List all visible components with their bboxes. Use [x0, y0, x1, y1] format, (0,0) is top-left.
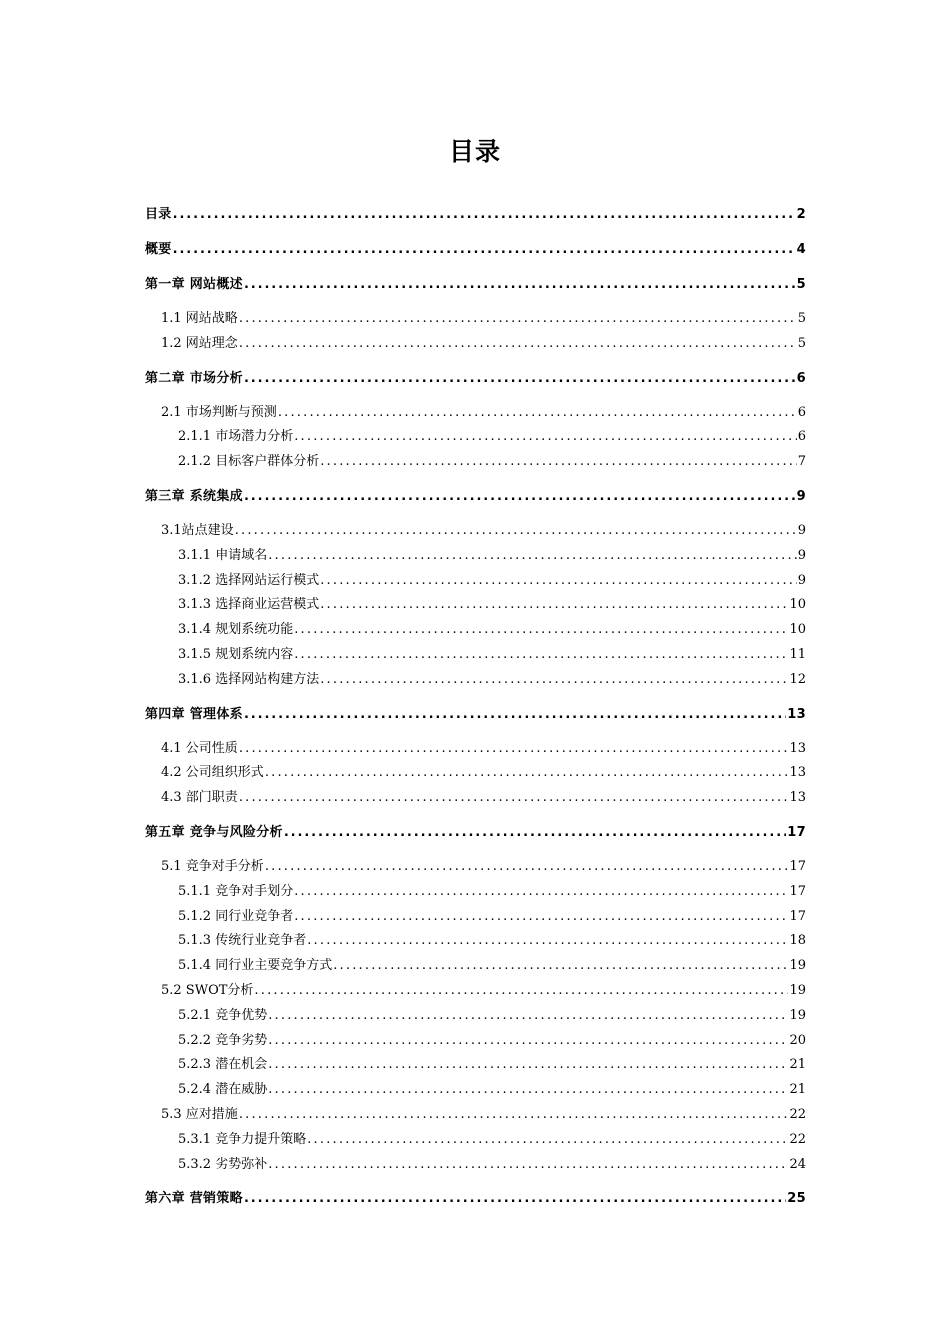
toc-page-number: 17	[789, 858, 806, 874]
toc-entry-title: 第二章 市场分析	[145, 370, 243, 386]
toc-leader-dots	[320, 672, 788, 687]
toc-page-number: 17	[789, 883, 806, 899]
toc-entry-title: 第五章 竞争与风险分析	[145, 824, 283, 840]
toc-page-number: 21	[789, 1082, 806, 1098]
toc-page-number: 6	[796, 370, 806, 386]
toc-page-number: 21	[789, 1057, 806, 1073]
toc-entry[interactable]	[145, 786, 806, 811]
toc-leader-dots	[284, 825, 786, 840]
toc-leader-dots	[268, 548, 797, 563]
toc-entry[interactable]	[145, 905, 806, 930]
toc-page-number: 7	[797, 454, 806, 470]
toc-page-number: 19	[789, 982, 806, 998]
toc-leader-dots	[244, 277, 796, 292]
toc-leader-dots	[268, 1057, 788, 1072]
toc-page-number: 9	[797, 572, 806, 588]
toc-entry-title: 5.1.4 同行业主要竞争方式	[178, 958, 333, 974]
toc-leader-dots	[235, 523, 797, 538]
toc-leader-dots	[239, 336, 797, 351]
toc-page-number: 22	[789, 1131, 806, 1147]
toc-page-number: 4	[796, 242, 806, 257]
toc-page-number: 13	[789, 790, 806, 806]
toc-leader-dots	[244, 1191, 786, 1206]
toc-leader-dots	[294, 884, 788, 899]
toc-entry-title: 3.1站点建设	[161, 522, 234, 538]
toc-entry[interactable]	[145, 1153, 806, 1178]
toc-entry-title: 第六章 营销策略	[145, 1191, 243, 1207]
toc-leader-dots	[268, 1033, 788, 1048]
toc-entry-title: 5.1 竞争对手分析	[161, 858, 264, 874]
toc-entry-title: 5.1.1 竞争对手划分	[178, 883, 294, 899]
toc-entry[interactable]	[145, 425, 806, 450]
toc-entry[interactable]	[145, 367, 806, 392]
toc-leader-dots	[254, 983, 788, 998]
toc-leader-dots	[294, 909, 788, 924]
toc-entry-title: 概要	[145, 242, 172, 257]
toc-page-number: 6	[797, 429, 806, 445]
toc-leader-dots	[268, 1157, 788, 1172]
toc-entry-title: 1.1 网站战略	[161, 311, 238, 326]
table-of-contents	[145, 203, 806, 1212]
toc-leader-dots	[268, 1082, 788, 1097]
toc-entry[interactable]	[145, 203, 806, 228]
toc-page-number: 5	[797, 311, 806, 326]
toc-leader-dots	[244, 707, 786, 722]
toc-leader-dots	[294, 429, 797, 444]
toc-page-number: 5	[797, 335, 806, 351]
toc-entry[interactable]	[145, 1004, 806, 1029]
toc-entry-title: 5.3.1 竞争力提升策略	[178, 1131, 307, 1147]
toc-entry-title: 4.2 公司组织形式	[161, 765, 264, 781]
toc-page-number: 17	[789, 908, 806, 924]
toc-leader-dots	[239, 790, 789, 805]
toc-entry[interactable]	[145, 1128, 806, 1153]
toc-entry[interactable]	[145, 1187, 806, 1212]
toc-entry-title: 目录	[145, 207, 172, 222]
toc-entry[interactable]	[145, 450, 806, 475]
toc-leader-dots	[333, 958, 788, 973]
toc-leader-dots	[173, 242, 796, 257]
toc-leader-dots	[320, 573, 797, 588]
toc-page-number: 22	[789, 1106, 806, 1122]
toc-leader-dots	[265, 765, 789, 780]
toc-page-number: 12	[789, 671, 806, 687]
toc-leader-dots	[239, 1107, 789, 1122]
toc-entry-title: 5.3 应对措施	[161, 1106, 238, 1122]
toc-entry-title: 5.2.4 潜在威胁	[178, 1082, 268, 1098]
toc-entry-title: 3.1.2 选择网站运行模式	[178, 572, 320, 588]
toc-entry-title: 第四章 管理体系	[145, 706, 243, 722]
toc-leader-dots	[265, 859, 789, 874]
toc-page-number: 24	[789, 1156, 806, 1172]
toc-entry-title: 4.3 部门职责	[161, 790, 238, 806]
toc-leader-dots	[244, 371, 796, 386]
toc-page-number: 9	[797, 547, 806, 563]
toc-page-number: 13	[789, 765, 806, 781]
toc-entry[interactable]	[145, 821, 806, 846]
toc-entry[interactable]	[145, 1103, 806, 1128]
toc-entry[interactable]	[145, 668, 806, 693]
toc-page-number: 17	[787, 824, 806, 840]
toc-leader-dots	[239, 311, 797, 326]
toc-leader-dots	[268, 1008, 788, 1023]
page-title: 目录	[448, 137, 501, 166]
toc-entry[interactable]	[145, 1078, 806, 1103]
toc-leader-dots	[278, 405, 797, 420]
toc-leader-dots	[244, 489, 796, 504]
toc-leader-dots	[320, 597, 788, 612]
toc-entry[interactable]	[145, 880, 806, 905]
toc-page-number: 6	[797, 404, 806, 420]
toc-entry[interactable]	[145, 593, 806, 618]
toc-page-number: 13	[789, 740, 806, 756]
toc-page-number: 2	[796, 207, 806, 222]
toc-entry[interactable]	[145, 1053, 806, 1078]
toc-entry-title: 3.1.5 规划系统内容	[178, 646, 294, 662]
toc-entry-title: 3.1.4 规划系统功能	[178, 622, 294, 638]
toc-entry-title: 5.2.2 竞争劣势	[178, 1032, 268, 1048]
toc-entry-title: 3.1.6 选择网站构建方法	[178, 671, 320, 687]
toc-entry-title: 3.1.3 选择商业运营模式	[178, 597, 320, 613]
toc-entry[interactable]	[145, 761, 806, 786]
toc-leader-dots	[294, 622, 788, 637]
toc-entry[interactable]	[145, 238, 806, 263]
toc-entry[interactable]	[145, 332, 806, 357]
toc-entry-title: 3.1.1 申请域名	[178, 547, 268, 563]
toc-entry[interactable]	[145, 519, 806, 544]
toc-page-number: 19	[789, 1007, 806, 1023]
toc-leader-dots	[320, 454, 797, 469]
toc-page-number: 13	[787, 706, 806, 722]
toc-page-number: 10	[789, 622, 806, 638]
toc-entry-title: 5.2.3 潜在机会	[178, 1057, 268, 1073]
toc-entry[interactable]	[145, 618, 806, 643]
toc-entry-title: 5.2.1 竞争优势	[178, 1007, 268, 1023]
toc-page-number: 5	[796, 277, 806, 292]
toc-page-number: 18	[789, 933, 806, 949]
toc-leader-dots	[294, 647, 788, 662]
toc-entry[interactable]	[145, 544, 806, 569]
toc-entry-title: 5.3.2 劣势弥补	[178, 1156, 268, 1172]
toc-entry-title: 1.2 网站理念	[161, 335, 238, 351]
toc-entry-title: 4.1 公司性质	[161, 740, 238, 756]
toc-entry[interactable]	[145, 929, 806, 954]
toc-entry[interactable]	[145, 307, 806, 332]
toc-entry[interactable]	[145, 737, 806, 762]
toc-entry[interactable]	[145, 569, 806, 594]
toc-entry-title: 2.1.1 市场潜力分析	[178, 429, 294, 445]
toc-page-number: 20	[789, 1032, 806, 1048]
toc-entry-title: 第一章 网站概述	[145, 277, 243, 292]
toc-entry[interactable]	[145, 485, 806, 510]
toc-entry-title: 5.1.2 同行业竞争者	[178, 908, 294, 924]
toc-entry-title: 5.1.3 传统行业竞争者	[178, 933, 307, 949]
toc-entry-title: 5.2 SWOT分析	[161, 982, 254, 998]
toc-entry-title: 2.1.2 目标客户群体分析	[178, 454, 320, 470]
toc-entry[interactable]	[145, 703, 806, 728]
toc-entry-title: 第三章 系统集成	[145, 488, 243, 504]
toc-page-number: 9	[797, 522, 806, 538]
toc-leader-dots	[307, 933, 788, 948]
toc-page-number: 11	[789, 646, 806, 662]
toc-entry-title: 2.1 市场判断与预测	[161, 404, 277, 420]
toc-entry[interactable]	[145, 273, 806, 298]
toc-page-number: 10	[789, 597, 806, 613]
toc-entry[interactable]	[145, 954, 806, 979]
toc-entry[interactable]	[145, 643, 806, 668]
toc-entry[interactable]	[145, 401, 806, 426]
toc-entry[interactable]	[145, 855, 806, 880]
toc-page-number: 19	[789, 958, 806, 974]
toc-leader-dots	[239, 741, 789, 756]
toc-leader-dots	[307, 1132, 788, 1147]
toc-entry[interactable]	[145, 979, 806, 1004]
toc-leader-dots	[173, 207, 796, 222]
toc-entry[interactable]	[145, 1029, 806, 1054]
toc-page-number: 25	[787, 1191, 806, 1207]
toc-page-number: 9	[796, 488, 806, 504]
